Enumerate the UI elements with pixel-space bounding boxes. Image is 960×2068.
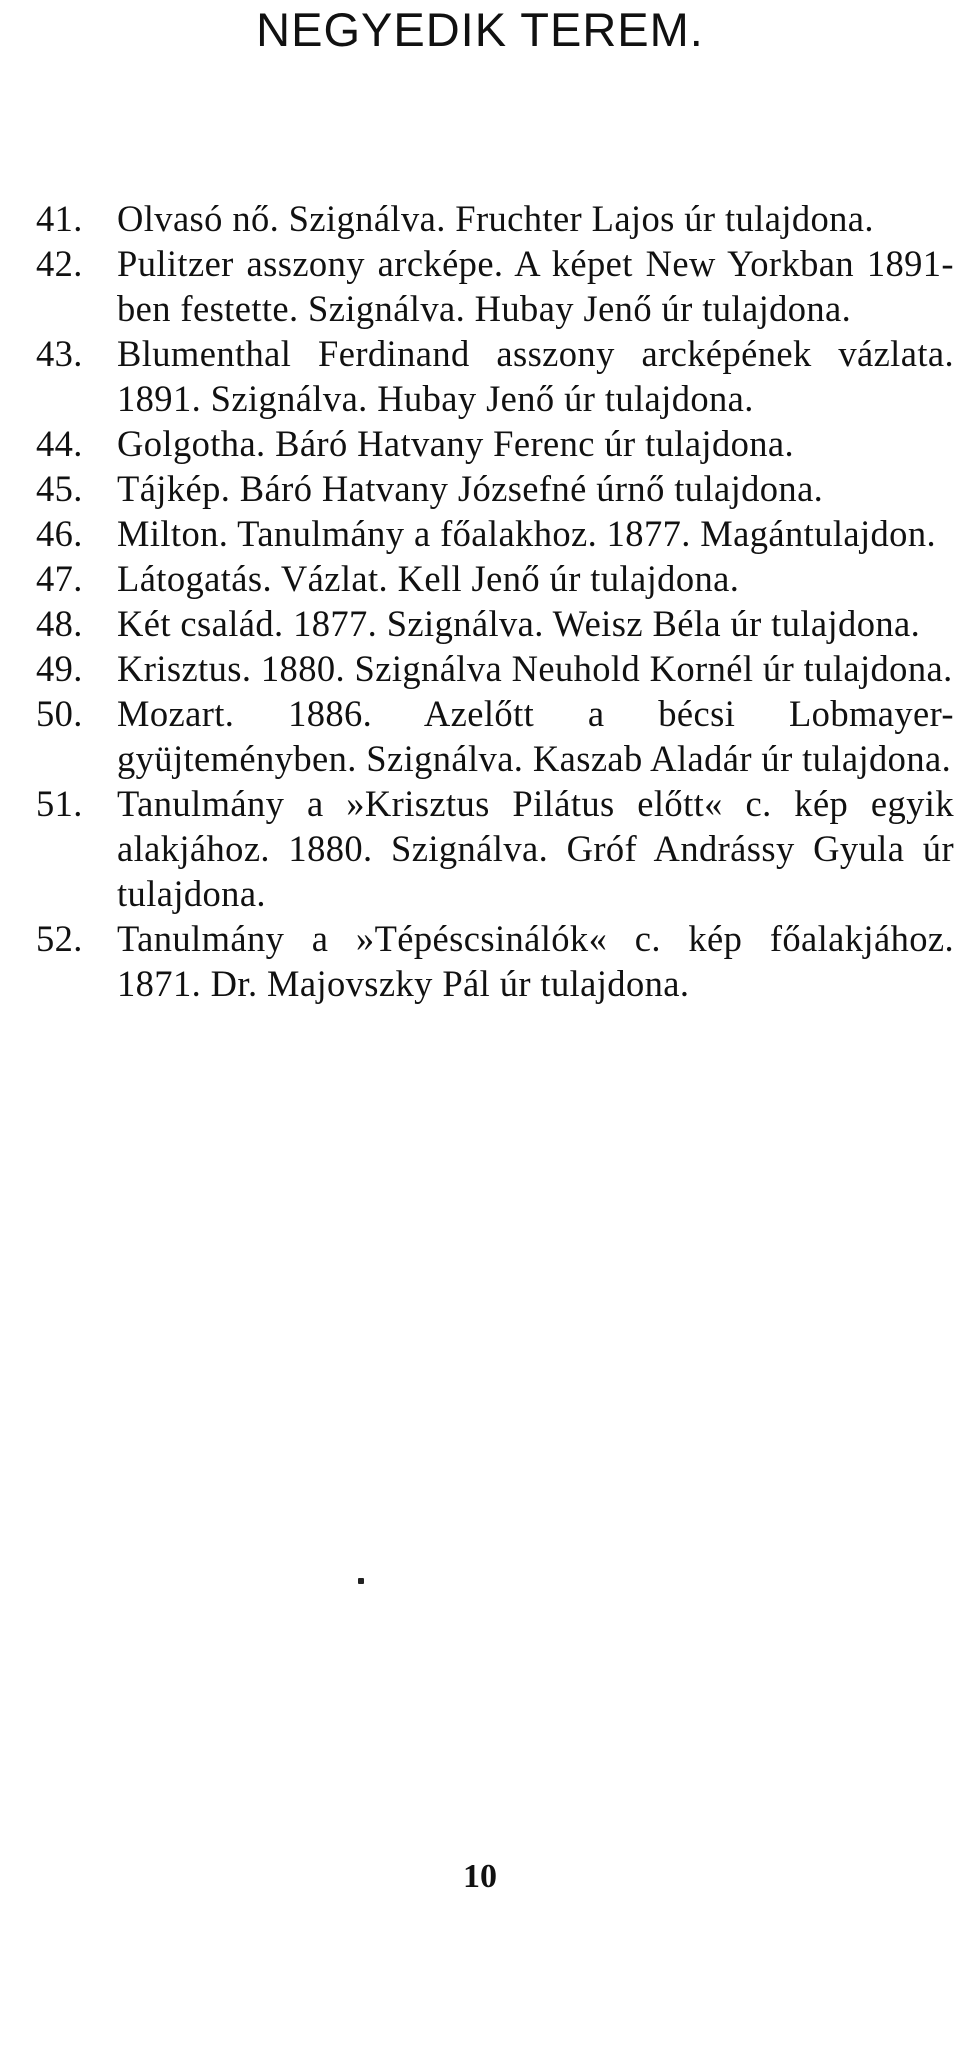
catalog-list [36,196,954,1006]
entry-number: 49. [36,648,83,689]
entry-text: Tanulmány a »Krisztus Pilátus előtt« c. kép egyik alakjához. 1880. Szignálva. Gróf Andrássy Gyula úr tulajdona. [117,783,954,914]
catalog-entry [36,781,954,916]
entry-text: Tájkép. Báró Hatvany Józsefné úrnő tulajdona. [117,468,824,509]
catalog-entry [36,196,954,241]
catalog-entry [36,646,954,691]
entry-text: Golgotha. Báró Hatvany Ferenc úr tulajdona. [117,423,795,464]
entry-text: Látogatás. Vázlat. Kell Jenő úr tulajdona. [117,558,740,599]
room-heading: NEGYEDIK TEREM. [256,3,704,56]
entry-text: Olvasó nő. Szignálva. Fruchter Lajos úr tulajdona. [117,198,874,239]
catalog-entry [36,421,954,466]
entry-text: Tanulmány a »Tépéscsinálók« c. kép főalakjához. 1871. Dr. Majovszky Pál úr tulajdona. [117,918,954,1004]
entry-number: 52. [36,918,83,959]
entry-number: 47. [36,558,83,599]
catalog-entry [36,511,954,556]
entry-text: Pulitzer asszony arcképe. A képet New Yorkban 1891-ben festette. Szignálva. Hubay Jenő úr tulajdona. [117,243,954,329]
entry-number: 48. [36,603,83,644]
entry-number: 42. [36,243,83,284]
entry-number: 50. [36,693,83,734]
print-mark [358,1578,364,1584]
entry-number: 51. [36,783,83,824]
entry-number: 44. [36,423,83,464]
catalog-entry [36,241,954,331]
entry-text: Blumenthal Ferdinand asszony arcképének vázlata. 1891. Szignálva. Hubay Jenő úr tulajdona. [117,333,954,419]
entry-text: Két család. 1877. Szignálva. Weisz Béla úr tulajdona. [117,603,921,644]
catalog-entry [36,556,954,601]
catalog-entry [36,916,954,1006]
entry-number: 46. [36,513,83,554]
catalog-entry [36,466,954,511]
entry-number: 43. [36,333,83,374]
entry-text: Mozart. 1886. Azelőtt a bécsi Lobmayer-gyüjteményben. Szignálva. Kaszab Aladár úr tulajdona. [117,693,954,779]
catalog-entry [36,331,954,421]
entry-number: 41. [36,198,83,239]
entry-text: Krisztus. 1880. Szignálva Neuhold Kornél úr tulajdona. [117,648,953,689]
catalog-entry [36,601,954,646]
catalog-entry [36,691,954,781]
entry-text: Milton. Tanulmány a főalakhoz. 1877. Magántulajdon. [117,513,936,554]
entry-number: 45. [36,468,83,509]
page-number: 10 [463,1858,497,1895]
